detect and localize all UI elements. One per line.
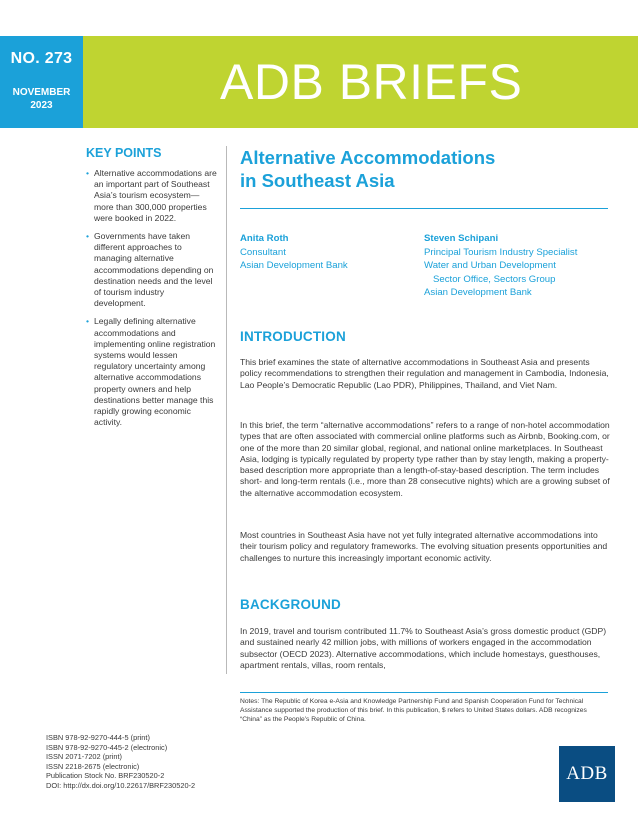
key-point-item	[86, 316, 221, 428]
issue-month: NOVEMBER	[12, 87, 71, 98]
intro-paragraph: This brief examines the state of alternative accommodations in Southeast Asia and presents policy recommendations to strengthen their regulation and management in Cambodia, Indonesia, Lao People’s Democratic Republic (Lao PDR), Philippines, Thailand, and Viet Nam.	[240, 357, 609, 390]
issue-badge	[0, 36, 83, 128]
key-point-text: Governments have taken different approaches to managing alternative accommodations depending on destination needs and the level of tourism industry development.	[94, 231, 214, 309]
adb-logo-text: ADB	[566, 763, 608, 784]
issue-year: 2023	[30, 100, 53, 111]
brief-title-line-2: in Southeast Asia	[240, 170, 395, 191]
key-points-list	[86, 168, 221, 428]
doi-line: DOI: http://dx.doi.org/10.22617/BRF230520-2	[46, 780, 196, 790]
title-rule	[240, 208, 608, 209]
brief-title	[240, 146, 612, 192]
author-block-1	[240, 232, 348, 273]
author-affiliation-line: Asian Development Bank	[424, 287, 532, 299]
publication-identifiers	[46, 733, 195, 791]
introduction-heading: INTRODUCTION	[240, 329, 346, 344]
author-affiliation-line: Water and Urban Development	[424, 260, 556, 272]
key-point-item	[86, 168, 221, 224]
key-point-item	[86, 231, 221, 309]
bullet-icon: •	[86, 168, 90, 178]
isbn-line: ISBN 978-92-9270-444-5 (print)	[46, 733, 150, 742]
key-point-text: Legally defining alternative accommodations and implementing online registration systems would lessen regulatory uncertainty among alternative accommodations property owners and help destinations better manage this rapidly growing economic activity.	[94, 316, 216, 428]
author-affiliation-line: Sector Office, Sectors Group	[433, 273, 556, 285]
issue-number: NO. 273	[10, 50, 73, 67]
author-name: Steven Schipani	[424, 233, 499, 244]
stock-number: Publication Stock No. BRF230520-2	[46, 771, 165, 781]
brief-title-line-1: Alternative Accommodations	[240, 147, 496, 168]
notes-rule	[240, 692, 608, 693]
key-point-text: Alternative accommodations are an important part of Southeast Asia’s tourism ecosystem—more than 300,000 properties were booked in 2022.	[94, 168, 217, 223]
background-paragraph: In 2019, travel and tourism contributed 11.7% to Southeast Asia’s gross domestic product (GDP) and sustained nearly 42 million jobs, with millions of workers engaged in the accommodation subsector (OECD 2023). Alternative accommodations, which include homestays, guesthouses, apartment rentals, villas, room rentals,	[240, 626, 607, 670]
series-title: ADB BRIEFS	[220, 54, 523, 110]
column-divider	[226, 146, 227, 674]
intro-paragraph: Most countries in Southeast Asia have not yet fully integrated alternative accommodations into their tourism policy and regulatory frameworks. The evolving situation presents opportunities and challenges to nurture this increasingly important economic activity.	[240, 530, 608, 563]
key-points-heading: KEY POINTS	[86, 146, 162, 160]
background-heading: BACKGROUND	[240, 597, 341, 612]
author-affiliation-line: Asian Development Bank	[240, 260, 348, 272]
adb-logo	[559, 746, 615, 802]
header-banner	[83, 36, 638, 128]
author-affiliation-line: Principal Tourism Industry Specialist	[424, 246, 578, 258]
intro-paragraph: In this brief, the term “alternative accommodations” refers to a range of non-hotel accommodation types that are often associated with commercial online platforms such as Airbnb, Booking.com, or one of the more than 20 similar global, regional, and national online marketplaces. In Southeast Asia, lodging is typically regulated by property type rather than by stay length, making a property-based description more appropriate than a length-of-stay-based description. The term includes short- and long-term rentals (i.e., more than 28 consecutive nights) which are a growing subset of the alternative accommodation ecosystem.	[240, 420, 610, 498]
author-name: Anita Roth	[240, 233, 289, 244]
issn-line: ISSN 2218-2675 (electronic)	[46, 761, 140, 771]
issue-date	[0, 86, 83, 112]
bullet-icon: •	[86, 231, 90, 242]
author-affiliation-line: Consultant	[240, 246, 286, 258]
isbn-line: ISBN 978-92-9270-445-2 (electronic)	[46, 742, 168, 752]
key-points-sidebar	[86, 146, 221, 435]
issn-line: ISSN 2071-7202 (print)	[46, 752, 122, 762]
bullet-icon: •	[86, 316, 90, 327]
author-block-2	[424, 232, 577, 300]
funding-notes: Notes: The Republic of Korea e-Asia and Knowledge Partnership Fund and Spanish Cooperation Fund for Technical Assistance supported the production of this brief. In this publication, $ refers to United States dollars. ADB recognizes “China” as the People’s Republic of China.	[240, 698, 587, 723]
